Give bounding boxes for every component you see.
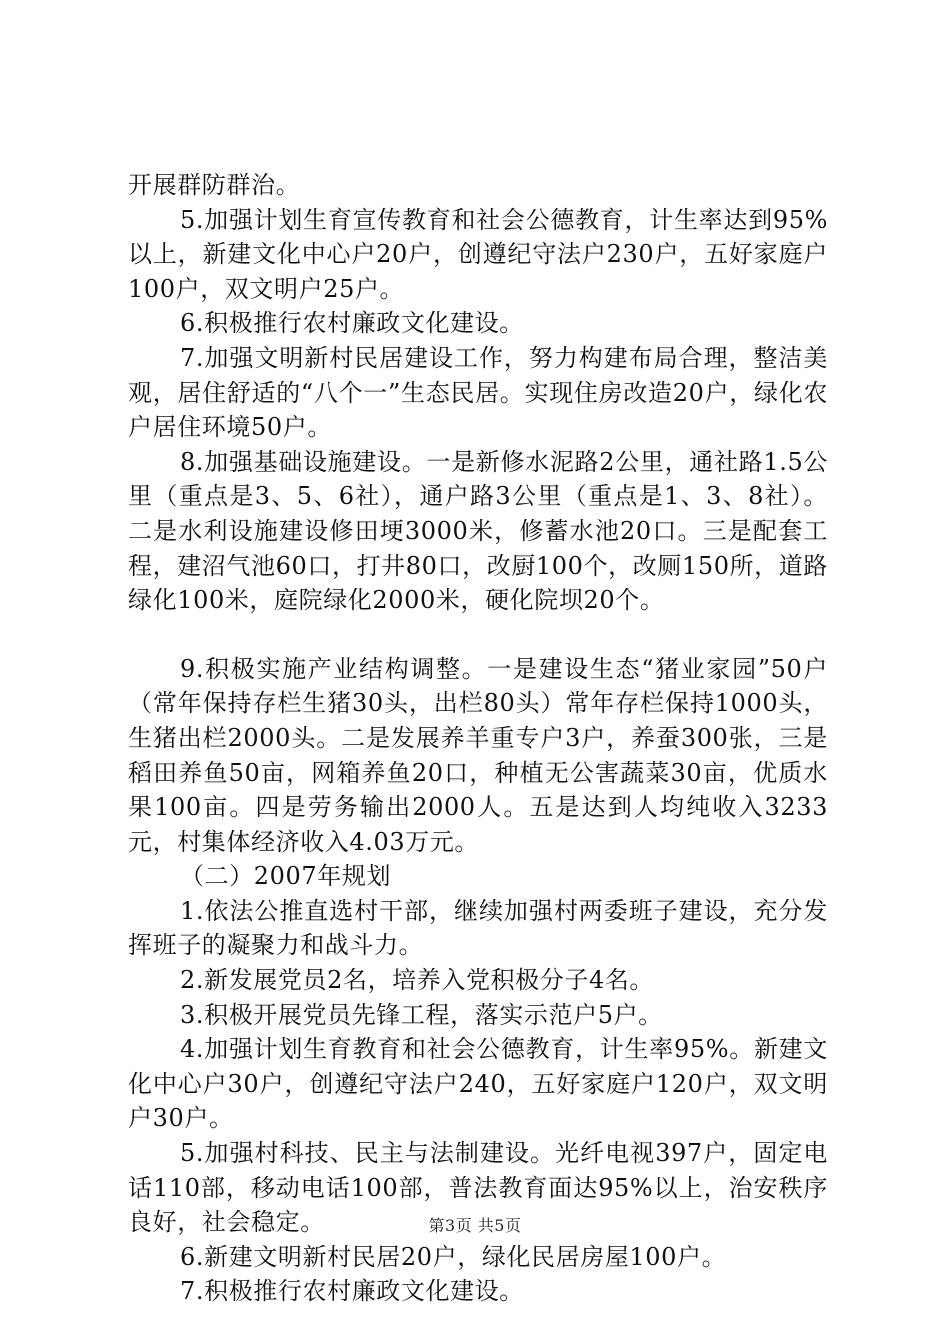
paragraph-item-5-family-planning: 5.加强计划生育宣传教育和社会公德教育，计生率达到95%以上，新建文化中心户20户，创遵纪守法户230户，五好家庭户100户，双文明户25户。	[128, 205, 828, 303]
paragraph-plan-item-1: 1.依法公推直选村干部，继续加强村两委班子建设，充分发挥班子的凝聚力和战斗力。	[128, 896, 828, 960]
paragraph-item-6-clean-culture: 6.积极推行农村廉政文化建设。	[180, 309, 524, 338]
paragraph-plan-item-5: 5.加强村科技、民主与法制建设。光纤电视397户，固定电话110部，移动电话100部，普法教育面达95%以上，治安秩序良好，社会稳定。	[128, 1139, 828, 1237]
paragraph-plan-item-6: 6.新建文明新村民居20户，绿化民居房屋100户。	[180, 1242, 727, 1271]
paragraph-item-7-residence: 7.加强文明新村民居建设工作，努力构建布局合理，整洁美观，居住舒适的“八个一”生态民居。实现住房改造20户，绿化农户居住环境50户。	[128, 343, 828, 442]
document-body	[128, 168, 828, 1309]
paragraph-plan-item-7: 7.积极推行农村廉政文化建设。	[180, 1277, 524, 1306]
paragraph-item-9-industry: 9.积极实施产业结构调整。一是建设生态“猪业家园”50户（常年保持存栏生猪30头，出栏80头）常年存栏保持1000头，生猪出栏2000头。二是发展养羊重专户3户，养蚕300张，三是稻田养鱼50亩，网箱养鱼20口，种植无公害蔬菜30亩，优质水果100亩。四是劳务输出2000人。五是达到人均纯收入3233元，村集体经济收入4.03万元。	[128, 654, 828, 856]
paragraph-plan-item-3: 3.积极开展党员先锋工程，落实示范户5户。	[180, 1000, 663, 1029]
page-number-footer: 第3页 共5页	[428, 1216, 522, 1235]
paragraph-item-8-infrastructure: 8.加强基础设施建设。一是新修水泥路2公里，通社路1.5公里（重点是3、5、6社），通户路3公里（重点是1、3、8社）。二是水利设施建设修田埂3000米，修蓄水池20口。三是配套工程，建沼气池60口，打井80口，改厨100个，改厕150所，道路绿化100米，庭院绿化2000米，硬化院坝20个。	[128, 447, 828, 615]
paragraph-continuation: 开展群防群治。	[128, 171, 301, 199]
paragraph-plan-item-2: 2.新发展党员2名，培养入党积极分子4名。	[180, 966, 655, 995]
section-heading-2007-plan: （二）2007年规划	[180, 862, 392, 891]
paragraph-plan-item-4: 4.加强计划生育教育和社会公德教育，计生率95%。新建文化中心户30户，创遵纪守法户240，五好家庭户120户，双文明户30户。	[128, 1035, 828, 1133]
